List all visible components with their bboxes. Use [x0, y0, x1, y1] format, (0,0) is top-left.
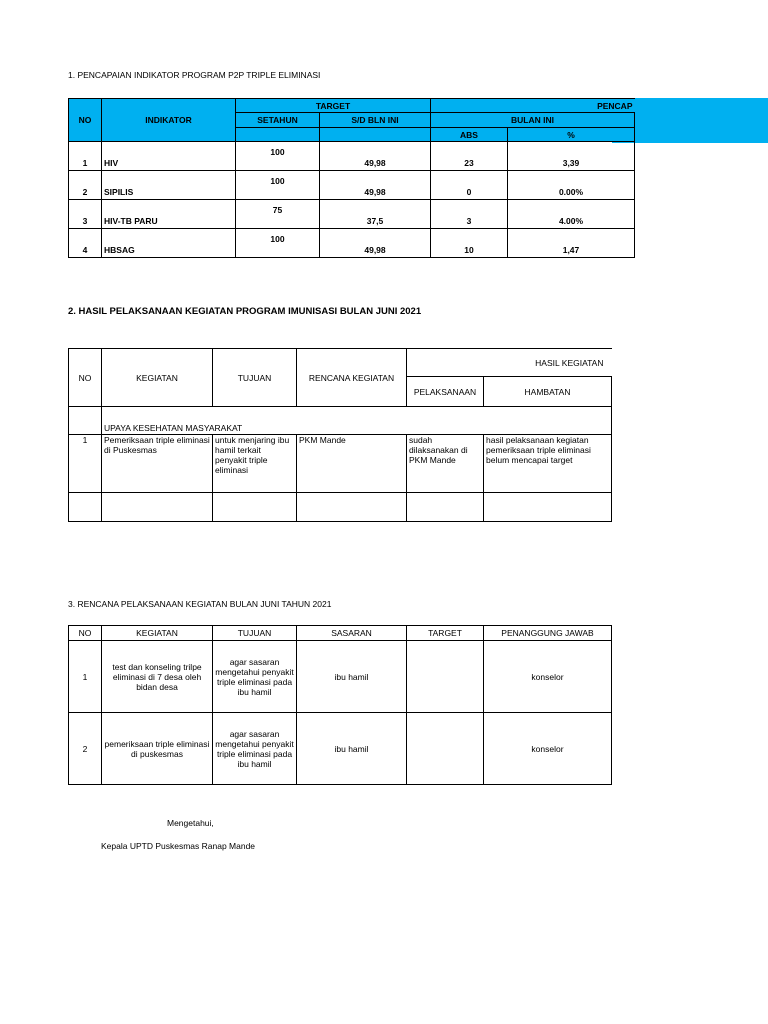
row-pj: konselor: [484, 641, 612, 713]
row-sd: 49,98: [320, 142, 431, 171]
row-no: 1: [69, 435, 102, 493]
row-sasaran: ibu hamil: [297, 641, 407, 713]
header-percent: %: [508, 128, 635, 142]
header-setahun: SETAHUN: [236, 113, 320, 128]
row-sd: 37,5: [320, 200, 431, 229]
table-row: [69, 200, 635, 229]
row-no: 2: [69, 713, 102, 785]
hasil-kegiatan-table: [68, 348, 612, 522]
row-no: 4: [69, 229, 102, 258]
row-kegiatan: Pemeriksaan triple eliminasi di Puskesmas: [102, 435, 213, 493]
table-row: [69, 171, 635, 200]
row-pct: 1,47: [508, 229, 635, 258]
row-indikator: SIPILIS: [102, 171, 236, 200]
table-row: [69, 229, 635, 258]
table-row: [69, 713, 612, 785]
row-target: [407, 713, 484, 785]
row-indikator: HIV: [102, 142, 236, 171]
row-rencana: PKM Mande: [297, 435, 407, 493]
header-target: TARGET: [236, 99, 431, 113]
header-setahun-blank: [236, 128, 320, 142]
row-hambatan: hasil pelaksanaan kegiatan pemeriksaan triple eliminasi belum mencapai target: [484, 435, 612, 493]
table-row: [69, 142, 635, 171]
header-pencap: PENCAP: [431, 99, 635, 113]
section1-heading: 1. PENCAPAIAN INDIKATOR PROGRAM P2P TRIPLE ELIMINASI: [68, 70, 321, 80]
row-abs: 3: [431, 200, 508, 229]
header-tujuan: TUJUAN: [213, 349, 297, 407]
row-sasaran: ibu hamil: [297, 713, 407, 785]
row-abs: 23: [431, 142, 508, 171]
header-hasil: HASIL KEGIATAN: [407, 349, 612, 377]
row-setahun: 75: [236, 200, 320, 229]
header-rencana: RENCANA KEGIATAN: [297, 349, 407, 407]
header-pelaksanaan: PELAKSANAAN: [407, 377, 484, 407]
signature-kepala: Kepala UPTD Puskesmas Ranap Mande: [101, 841, 256, 851]
group-label: UPAYA KESEHATAN MASYARAKAT: [102, 407, 612, 435]
row-tujuan: agar sasaran mengetahui penyakit triple eliminasi pada ibu hamil: [213, 641, 297, 713]
header-kegiatan: KEGIATAN: [102, 626, 213, 641]
row-no: 1: [69, 641, 102, 713]
header-bulan-ini: BULAN INI: [431, 113, 635, 128]
row-target: [407, 641, 484, 713]
row-pelaksanaan: sudah dilaksanakan di PKM Mande: [407, 435, 484, 493]
header-abs: ABS: [431, 128, 508, 142]
row-tujuan: agar sasaran mengetahui penyakit triple eliminasi pada ibu hamil: [213, 713, 297, 785]
row-setahun: 100: [236, 171, 320, 200]
section2-heading: 2. HASIL PELAKSANAAN KEGIATAN PROGRAM IMUNISASI BULAN JUNI 2021: [68, 306, 422, 317]
row-setahun: 100: [236, 142, 320, 171]
header-bar-overflow: [612, 98, 768, 143]
row-sd: 49,98: [320, 229, 431, 258]
row-indikator: HBSAG: [102, 229, 236, 258]
header-tujuan: TUJUAN: [213, 626, 297, 641]
header-target: TARGET: [407, 626, 484, 641]
rencana-table: [68, 625, 612, 785]
row-pct: 0.00%: [508, 171, 635, 200]
header-kegiatan: KEGIATAN: [102, 349, 213, 407]
row-no: 1: [69, 142, 102, 171]
header-no: NO: [69, 349, 102, 407]
row-kegiatan: test dan konseling trilpe eliminasi di 7 desa oleh bidan desa: [102, 641, 213, 713]
section3-heading: 3. RENCANA PELAKSANAAN KEGIATAN BULAN JUNI TAHUN 2021: [68, 599, 332, 609]
row-pct: 3,39: [508, 142, 635, 171]
header-sasaran: SASARAN: [297, 626, 407, 641]
header-indikator: INDIKATOR: [102, 99, 236, 142]
signature-mengetahui: Mengetahui,: [167, 818, 214, 828]
row-pct: 4.00%: [508, 200, 635, 229]
row-abs: 10: [431, 229, 508, 258]
row-sd: 49,98: [320, 171, 431, 200]
row-indikator: HIV-TB PARU: [102, 200, 236, 229]
group-no-blank: [69, 407, 102, 435]
header-hambatan: HAMBATAN: [484, 377, 612, 407]
table-row: [69, 435, 612, 493]
header-no: NO: [69, 626, 102, 641]
indikator-table: [68, 98, 635, 258]
row-no: 2: [69, 171, 102, 200]
row-pj: konselor: [484, 713, 612, 785]
row-abs: 0: [431, 171, 508, 200]
row-tujuan: untuk menjaring ibu hamil terkait penyakit triple eliminasi: [213, 435, 297, 493]
table-row: [69, 641, 612, 713]
header-sd-blank: [320, 128, 431, 142]
header-sd-bln-ini: S/D BLN INI: [320, 113, 431, 128]
table-row-empty: [69, 493, 612, 522]
row-no: 3: [69, 200, 102, 229]
row-setahun: 100: [236, 229, 320, 258]
header-no: NO: [69, 99, 102, 142]
header-pj: PENANGGUNG JAWAB: [484, 626, 612, 641]
row-kegiatan: pemeriksaan triple eliminasi di puskesmas: [102, 713, 213, 785]
